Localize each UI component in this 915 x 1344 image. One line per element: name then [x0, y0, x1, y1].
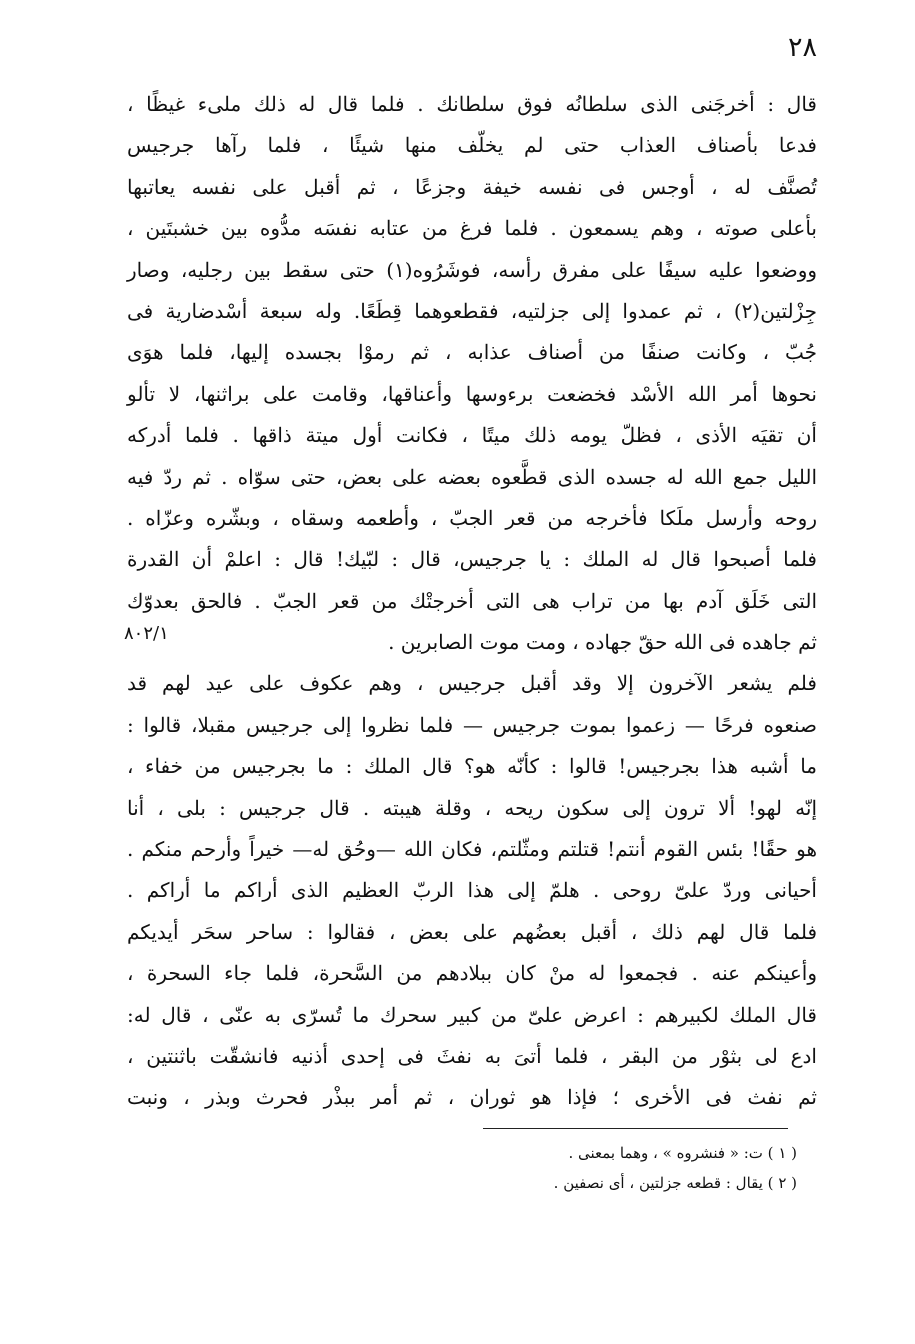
footnote-2: ( ٢ ) يقال : قطعه جزلتين ، أى نصفين . [553, 1174, 797, 1192]
footnote-1: ( ١ ) ت: « فنشروه » ، وهما بمعنى . [568, 1144, 797, 1162]
text-line: ما أشبه هذا بجرجيس! قالوا : كأنّه هو؟ قال الملك : ما بجرجيس من خفاء ، [127, 754, 817, 779]
text-line: أحيانى وردّ علىّ روحى . هلمّ إلى هذا الربّ العظيم الذى أراكم ما أراكم . [127, 878, 817, 903]
text-line: الليل جمع الله له جسده الذى قطَّعوه بعضه على بعض، حتى سوّاه . ثم ردّ فيه [127, 464, 817, 489]
margin-reference: ٨٠٢/١ [124, 623, 169, 644]
text-line: أن تقيَه الأذى ، فظلّ يومه ذلك ميتًا ، فكانت أول ميتة ذاقها . فلما أدركه [127, 423, 817, 448]
text-line: فلما قال لهم ذلك ، أقبل بعضُهم على بعض ، فقالوا : ساحر سحَر أيديكم [127, 919, 817, 944]
text-line: التى خَلَق آدم بها من تراب هى التى أخرجتْك من قعر الجبّ . فالحق بعدوّك [127, 588, 817, 613]
text-line: قال : أخرجَنى الذى سلطانُه فوق سلطانك . فلما قال له ذلك ملىء غيظًا ، [127, 92, 817, 116]
text-line: فلم يشعر الآخرون إلا وقد أقبل جرجيس ، وهم عكوف على عيد لهم قد [127, 671, 817, 696]
footnote-divider [483, 1128, 788, 1129]
body-text [127, 84, 817, 1119]
text-line: روحه وأرسل ملَكا فأخرجه من قعر الجبّ ، وأطعمه وسقاه ، وبشّره وعزّاه . [127, 505, 817, 530]
text-line: ادع لى بثوْر من البقر ، فلما أتىَ به نفثَ فى إحدى أذنيه فانشقّت باثنتين ، [127, 1043, 817, 1068]
paragraph-end-line: ثم جاهده فى الله حقّ جهاده ، ومت موت الصابرين . [388, 630, 817, 655]
text-line: جُبّ ، وكانت صنفًا من أصناف عذابه ، ثم رموْا بجسده إليها، فلما هوَى [127, 340, 817, 365]
text-line: وأعينكم عنه . فجمعوا له منْ كان ببلادهم من السَّحرة، فلما جاء السحرة ، [127, 961, 817, 986]
text-line: بأعلى صوته ، وهم يسمعون . فلما فرغ من عتابه نفسَه مدُّوه بين خشبتَين ، [127, 216, 817, 241]
text-line: قال الملك لكبيرهم : اعرض علىّ من كبير سحرك ما تُسرّى به عنّى ، قال له: [127, 1002, 817, 1027]
text-line: ووضعوا عليه سيفًا على مفرق رأسه، فوشَرُوه(١) حتى سقط بين رجليه، وصار [127, 257, 818, 282]
text-line: فلما أصبحوا قال له الملك : يا جرجيس، قال : لبّيك! قال : اعلمْ أن القدرة [127, 547, 817, 572]
text-line: ثم نفث فى الأخرى ؛ فإذا هو ثوران ، ثم أمر ببذْر فحرث وبذر ، ونبت [127, 1085, 817, 1110]
page-number: ٢٨ [787, 32, 817, 63]
text-line: صنعوه فرحًا — زعموا بموت جرجيس — فلما نظروا إلى جرجيس مقبلا، قالوا : [127, 712, 817, 737]
text-line: إنّه لهو! ألا ترون إلى سكون ريحه ، وقلة هيبته . قال جرجيس : بلى ، أنا [127, 795, 817, 820]
footnotes [377, 1138, 797, 1198]
text-line: تُصنَّف له ، أوجس فى نفسه خيفة وجزعًا ، ثم أقبل على نفسه يعاتبها [127, 174, 817, 199]
text-line: هو حقًا! بئس القوم أنتم! قتلتم ومثّلتم، فكان الله —وحُق له— خيراً وأرحم منكم . [127, 837, 817, 862]
text-line: جِزْلتين(٢) ، ثم عمدوا إلى جزلتيه، فقطعوهما قِطَعًا. وله سبعة أسْدضارية فى [127, 298, 817, 323]
text-line: فدعا بأصناف العذاب حتى لم يخلّف منها شيئًا ، فلما رآها جرجيس [127, 133, 817, 158]
text-line: نحوها أمر الله الأسْد فخضعت برءوسها وأعناقها، وقامت على براثنها، لا تألو [127, 381, 817, 406]
